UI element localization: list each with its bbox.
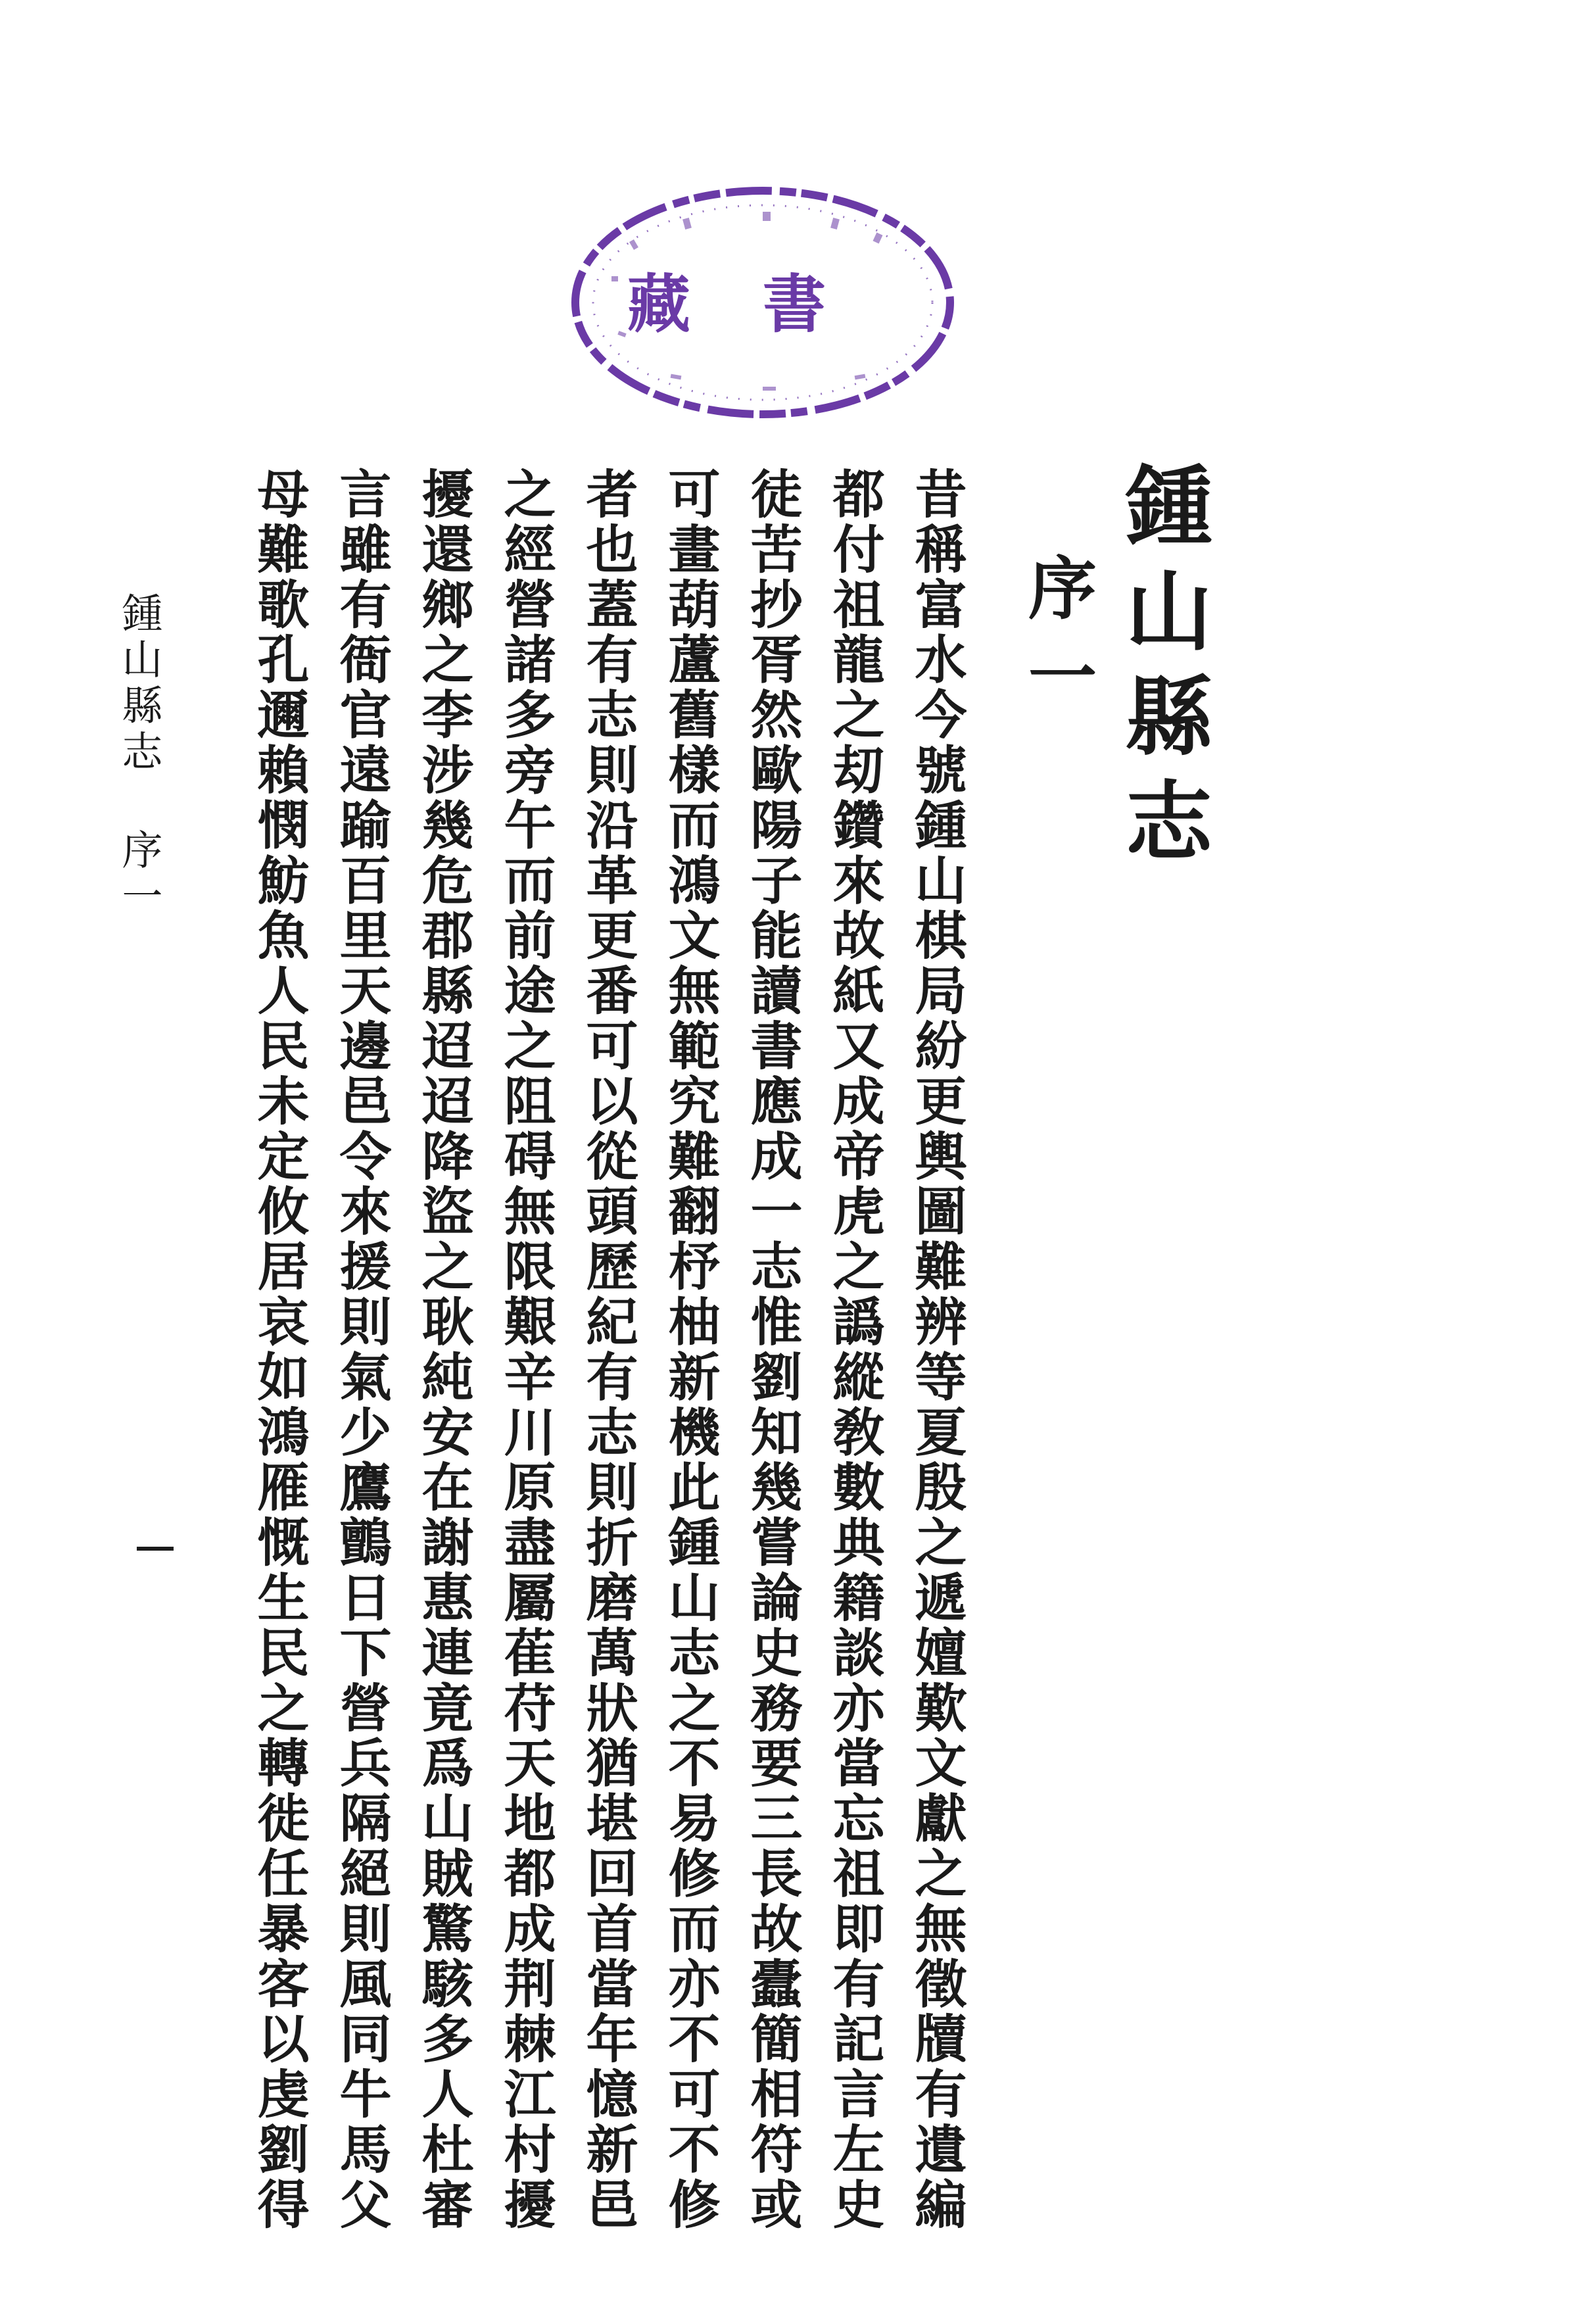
section-heading: 序一 xyxy=(1016,552,1097,729)
margin-book-title: 鍾山縣志 xyxy=(115,592,163,776)
body-column: 都付祖龍之刧鑽來故紙又成帝虎之譌縱敎數典籍談亦當忘祖即有記言左史 xyxy=(824,467,885,2233)
page-number xyxy=(137,1547,174,1551)
body-column: 母難歌孔邇賴憫魴魚人民未定攸居哀如鴻雁慨生民之轉徙任暴客以虔劉得 xyxy=(249,467,310,2233)
margin-section: 序一 xyxy=(115,829,163,921)
body-column: 昔稱富水今號鍾山棋局紛更輿圖難辨等夏殷之遞嬗歎文獻之無徵牘有遺編 xyxy=(906,467,967,2233)
margin-label xyxy=(115,592,163,921)
body-column: 言雖有衙官遠踰百里天邊邑令來援則氣少鷹鸇日下營兵隔絕則風同牛馬父 xyxy=(331,467,392,2233)
body-column: 可畫葫蘆舊樣而鴻文無範究難翻杼柚新機此鍾山志之不易修而亦不可不修 xyxy=(659,467,721,2233)
body-column: 者也蓋有志則沿革更番可以從頭歷紀有志則折磨萬狀猶堪回首當年憶新邑 xyxy=(577,467,638,2233)
body-column: 之經營諸多旁午而前途之阻碍無限艱辛川原盡屬萑苻天地都成荆棘江村擾 xyxy=(495,467,556,2233)
seal-text: 藏書 xyxy=(627,267,898,341)
body-column: 徒苦抄胥然歐陽子能讀書應成一志惟劉知幾嘗論史務要三長故蠹簡相符或 xyxy=(742,467,803,2233)
book-title: 鍾山縣志 xyxy=(1111,460,1212,881)
library-seal-stamp xyxy=(565,178,960,427)
body-column: 擾還鄉之李涉幾危郡縣迢迢降盜之耿純安在謝惠連竟爲山賊驚駭多人杜審 xyxy=(413,467,474,2233)
